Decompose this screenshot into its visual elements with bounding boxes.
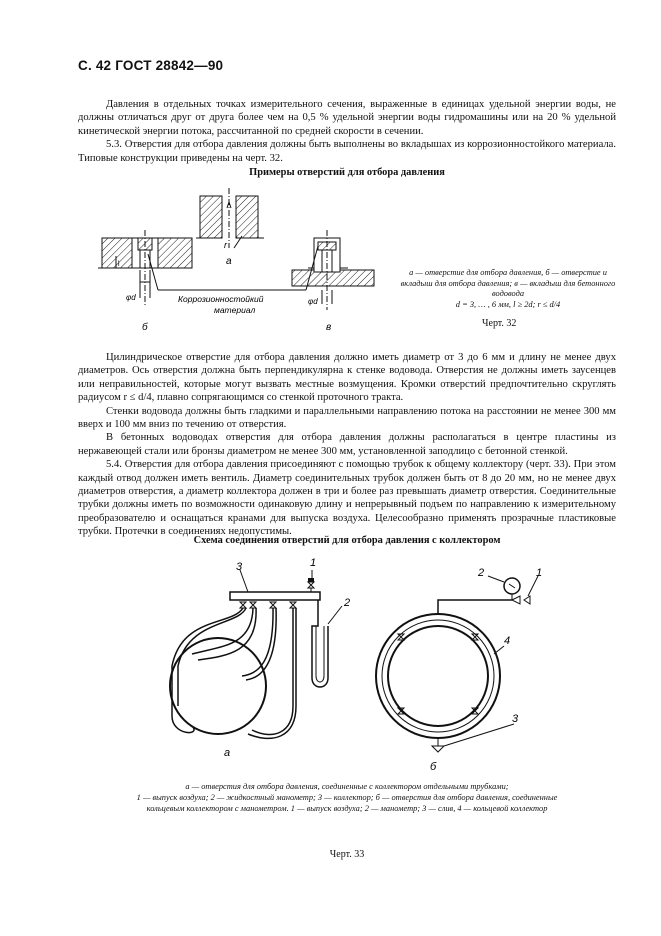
paragraph: 5.3. Отверстия для отбора давления должны быть выполнены во вкладышах из коррозионностойкого материала. Типовые конструкции приведены на черт. 32. bbox=[78, 139, 616, 164]
label-33b-2: 2 bbox=[478, 567, 485, 579]
paragraph: Стенки водовода должны быть гладкими и параллельными направлению потока на расстоянии не менее 300 мм вверх и 100 мм вниз по течению от отверстия. bbox=[78, 405, 616, 431]
figure-32-caption: Черт. 32 bbox=[482, 318, 517, 329]
label-33a-1: 1 bbox=[310, 557, 317, 569]
figure-32-legend: а — отверстие для отбора давления, б — отверстие и вкладыш для отбора давления; в — вкладыш для бетонного водовода d = 3, … , 6 мм, l ≥ 2d; r ≤ d/4 bbox=[400, 268, 616, 309]
svg-text:Коррозионностойкий: Коррозионностойкий bbox=[178, 294, 264, 304]
label-33a-3: 3 bbox=[236, 561, 243, 573]
label-b: б bbox=[142, 322, 148, 333]
drawing-a bbox=[196, 188, 264, 267]
paragraph-block-1 bbox=[78, 98, 616, 165]
figure-33-title: Схема соединения отверстий для отбора давления с коллектором bbox=[193, 535, 501, 546]
svg-text:материал: материал bbox=[214, 305, 256, 315]
paragraph: 5.4. Отверстия для отбора давления присоединяют с помощью трубок к общему коллектору (черт. 33). При этом каждый отвод должен иметь вентиль. Диаметр соединительных трубок должен быть от 8 до 20 мм, но не менее двух диаметров отверстия, а диаметр коллектора должен в три и более раз превышать диаметр отверстия. Соединительные трубки должны иметь по возможности одинаковую длину и непрерывный подъем по направлению к измерительному преобразователю и оснащаться кранами для выпуска воздуха. Целесообразно применять прозрачные пластиковые трубки. Протечки в соединениях недопустимы. bbox=[78, 459, 616, 538]
figure-32-title: Примеры отверстий для отбора давления bbox=[249, 167, 445, 178]
figure-33-drawing bbox=[132, 556, 552, 778]
drawing-33a bbox=[170, 557, 350, 759]
svg-text:l: l bbox=[118, 261, 120, 268]
label-33b-sub: б bbox=[430, 761, 437, 773]
drawing-b bbox=[98, 230, 192, 333]
figure-33-legend: а — отверстия для отбора давления, соединенные с коллектором отдельными трубками; 1 — выпуск воздуха; 2 — жидкостный манометр; 3 — коллектор; б — отверстия для отбора давления, соединенные кольцевым коллектором с манометром. 1 — выпуск воздуха; 2 — манометр; 3 — слив, 4 — кольцевой коллектор bbox=[136, 782, 558, 813]
label-v: в bbox=[326, 322, 332, 333]
page-header: С. 42 ГОСТ 28842—90 bbox=[78, 58, 224, 73]
paragraph: Цилиндрическое отверстие для отбора давления должно иметь диаметр от 3 до 6 мм и длину не менее двух диаметров. Ось отверстия должна быть перпендикулярна к стенке водовода. Отверстия не должны иметь заусенцев или неправильностей, которые могут вызвать местные возмущения. Кромки отверстий предпочтительно скруглять радиусом r ≤ d/4, плавно сопрягающимся со стенкой проточного тракта. bbox=[78, 352, 616, 404]
label-33b-3: 3 bbox=[512, 713, 519, 725]
drawing-33b bbox=[376, 567, 542, 773]
figure-33-caption: Черт. 33 bbox=[329, 849, 365, 860]
label-33b-1: 1 bbox=[536, 567, 543, 579]
label-33b-4: 4 bbox=[504, 635, 511, 647]
drawing-v bbox=[292, 230, 374, 333]
label-33a-sub: а bbox=[224, 747, 231, 759]
label-r: r bbox=[224, 240, 227, 250]
label-33a-2: 2 bbox=[344, 597, 351, 609]
figure-32-drawing bbox=[96, 186, 386, 338]
label-d1: φd bbox=[126, 293, 136, 302]
label-d2: φd bbox=[308, 297, 318, 306]
paragraph: Давления в отдельных точках измерительного сечения, выраженные в единицах удельной энергии воды, не должны отличаться друг от друга более чем на 0,5 % удельной энергии воды гидромашины или на 20 % удельной кинетической энергии потока, рассчитанной по средней скорости в сечении. bbox=[78, 99, 616, 137]
paragraph: В бетонных водоводах отверстия для отбора давления должны располагаться в центре пластины из нержавеющей стали или бронзы диаметром не менее 300 мм, установленной заподлицо с бетонной стенкой. bbox=[78, 432, 616, 457]
paragraph-block-2 bbox=[78, 351, 616, 539]
label-a: а bbox=[226, 256, 232, 267]
